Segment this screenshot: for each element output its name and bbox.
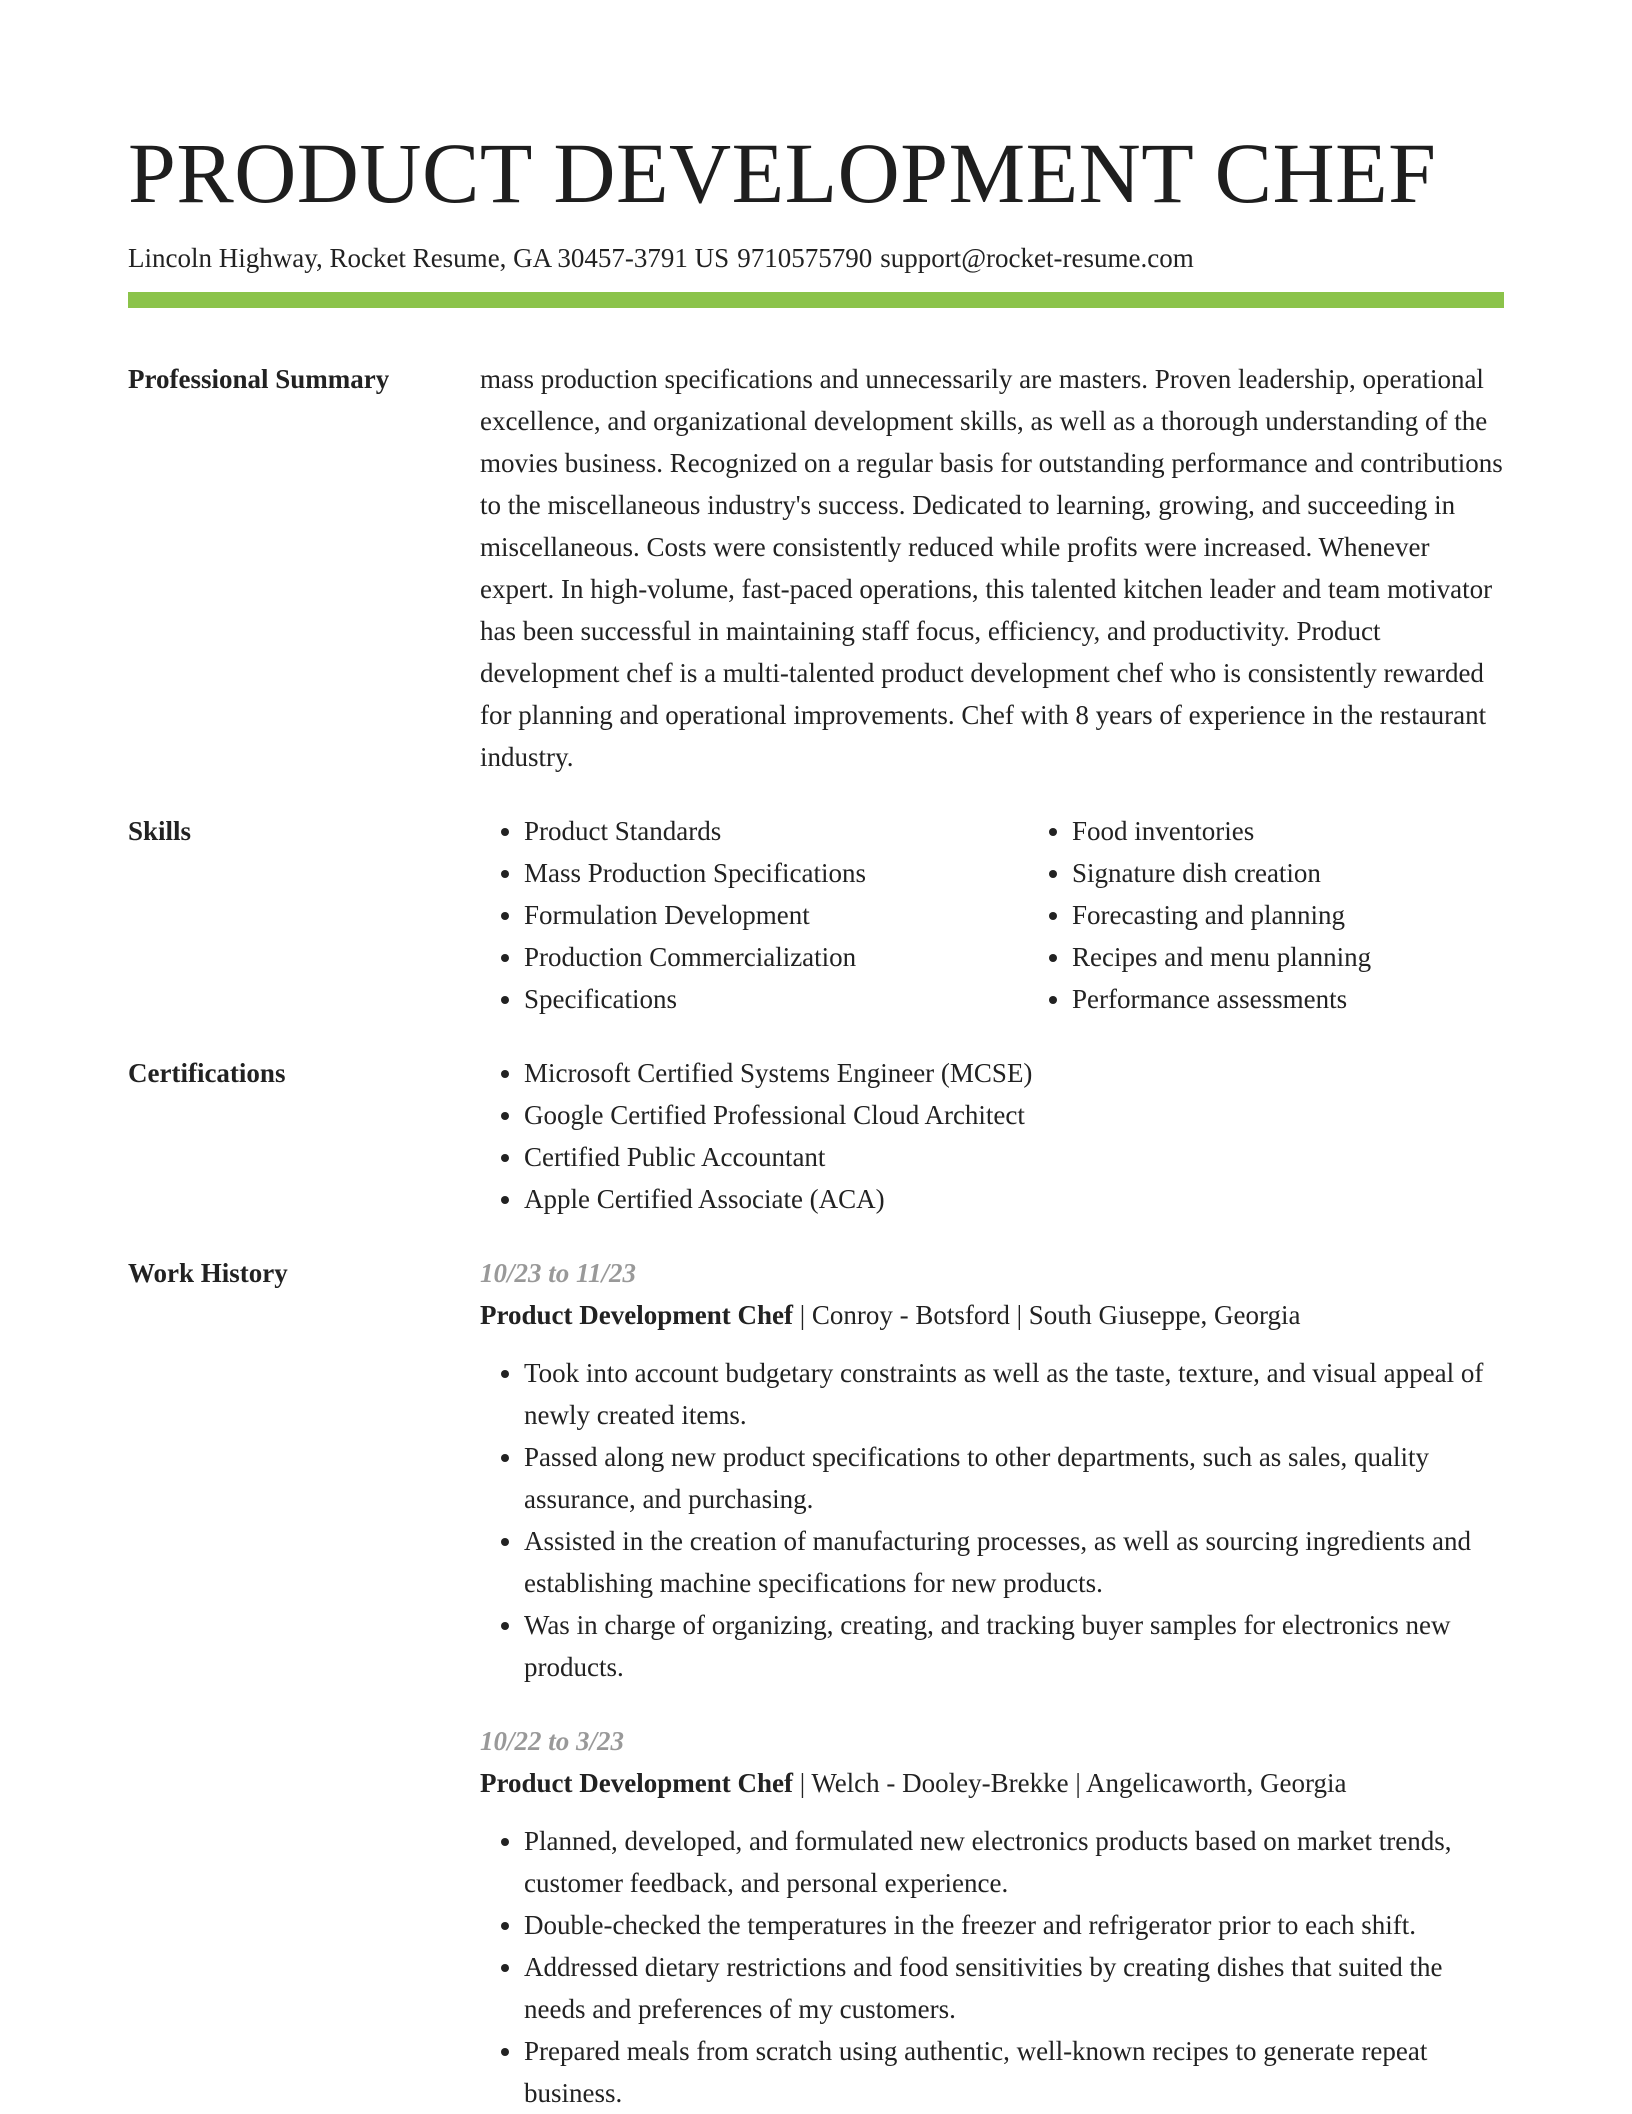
job-bullet: • Double-checked the temperatures in the freezer and refrigerator prior to each shift. (524, 1904, 1504, 1946)
certifications-section (128, 1052, 1504, 1220)
certification-item: • Microsoft Certified Systems Engineer (MCSE) (524, 1052, 1504, 1094)
skills-grid (480, 810, 1576, 1020)
skill-item: • Production Commercialization (524, 936, 1028, 978)
job-dates: 10/22 to 3/23 (480, 1726, 625, 1757)
resume-title: PRODUCT DEVELOPMENT CHEF (128, 125, 1437, 221)
skills-list-left (480, 810, 1028, 1020)
skill-item: • Formulation Development (524, 894, 1028, 936)
contact-email: support@rocket-resume.com (880, 243, 1194, 273)
job-title: Product Development Chef (480, 1300, 793, 1331)
skill-item: • Performance assessments (1072, 978, 1576, 1020)
certification-item: • Certified Public Accountant (524, 1136, 1504, 1178)
skill-item: • Product Standards (524, 810, 1028, 852)
job-bullets (480, 1352, 1504, 1688)
job-bullet: • Passed along new product specifications to other departments, such as sales, quality assurance, and purchasing. (524, 1436, 1504, 1520)
section-label-skills: Skills (128, 816, 192, 847)
job-bullet: • Took into account budgetary constraints as well as the taste, texture, and visual appeal of newly created items. (524, 1352, 1504, 1436)
job-entry (480, 1720, 1504, 2114)
work-history-body (480, 1252, 1504, 2114)
resume-page (128, 118, 1504, 2114)
skill-item: • Forecasting and planning (1072, 894, 1576, 936)
section-label-work-history: Work History (128, 1258, 288, 1289)
job-details: | Conroy - Botsford | South Giuseppe, Georgia (792, 1300, 1301, 1331)
certifications-body (480, 1052, 1504, 1220)
skill-item: • Food inventories (1072, 810, 1576, 852)
job-heading (480, 1294, 1504, 1336)
job-entry (480, 1252, 1504, 1688)
job-bullets (480, 1820, 1504, 2114)
job-bullet: • Prepared meals from scratch using authentic, well-known recipes to generate repeat business. (524, 2030, 1504, 2114)
skills-section (128, 810, 1504, 1020)
job-details: | Welch - Dooley-Brekke | Angelicaworth, Georgia (792, 1768, 1347, 1799)
job-bullet: • Planned, developed, and formulated new electronics products based on market trends, customer feedback, and personal experience. (524, 1820, 1504, 1904)
header-divider (128, 292, 1504, 308)
job-dates: 10/23 to 11/23 (480, 1258, 637, 1289)
skill-item: • Signature dish creation (1072, 852, 1576, 894)
job-title: Product Development Chef (480, 1768, 793, 1799)
summary-section (128, 358, 1504, 778)
skill-item: • Specifications (524, 978, 1028, 1020)
job-bullet: • Addressed dietary restrictions and food sensitivities by creating dishes that suited the needs and preferences of my customers. (524, 1946, 1504, 2030)
contact-phone: 9710575790 (737, 243, 873, 273)
contact-line (128, 242, 1504, 274)
skill-item: • Recipes and menu planning (1072, 936, 1576, 978)
certifications-list (480, 1052, 1504, 1220)
summary-text: mass production specifications and unnecessarily are masters. Proven leadership, operational excellence, and organizational development skills, as well as a thorough understanding of the movies business. Recognized on a regular basis for outstanding performance and contributions to the miscellaneous industry's success. Dedicated to learning, growing, and succeeding in miscellaneous. Costs were consistently reduced while profits were increased. Whenever expert. In high-volume, fast-paced operations, this talented kitchen leader and team motivator has been successful in maintaining staff focus, efficiency, and productivity. Product development chef is a multi-talented product development chef who is consistently rewarded for planning and operational improvements. Chef with 8 years of experience in the restaurant industry. (480, 364, 1503, 773)
skill-item: • Mass Production Specifications (524, 852, 1028, 894)
work-history-section (128, 1252, 1504, 2114)
job-bullet: • Was in charge of organizing, creating, and tracking buyer samples for electronics new products. (524, 1604, 1504, 1688)
job-bullet: • Assisted in the creation of manufacturing processes, as well as sourcing ingredients and establishing machine specifications for new products. (524, 1520, 1504, 1604)
certification-item: • Google Certified Professional Cloud Architect (524, 1094, 1504, 1136)
section-label-summary: Professional Summary (128, 364, 390, 395)
section-label-certifications: Certifications (128, 1058, 286, 1089)
skills-list-right (1028, 810, 1576, 1020)
job-heading (480, 1762, 1504, 1804)
contact-address: Lincoln Highway, Rocket Resume, GA 30457-3791 US (128, 243, 730, 273)
certification-item: • Apple Certified Associate (ACA) (524, 1178, 1504, 1220)
